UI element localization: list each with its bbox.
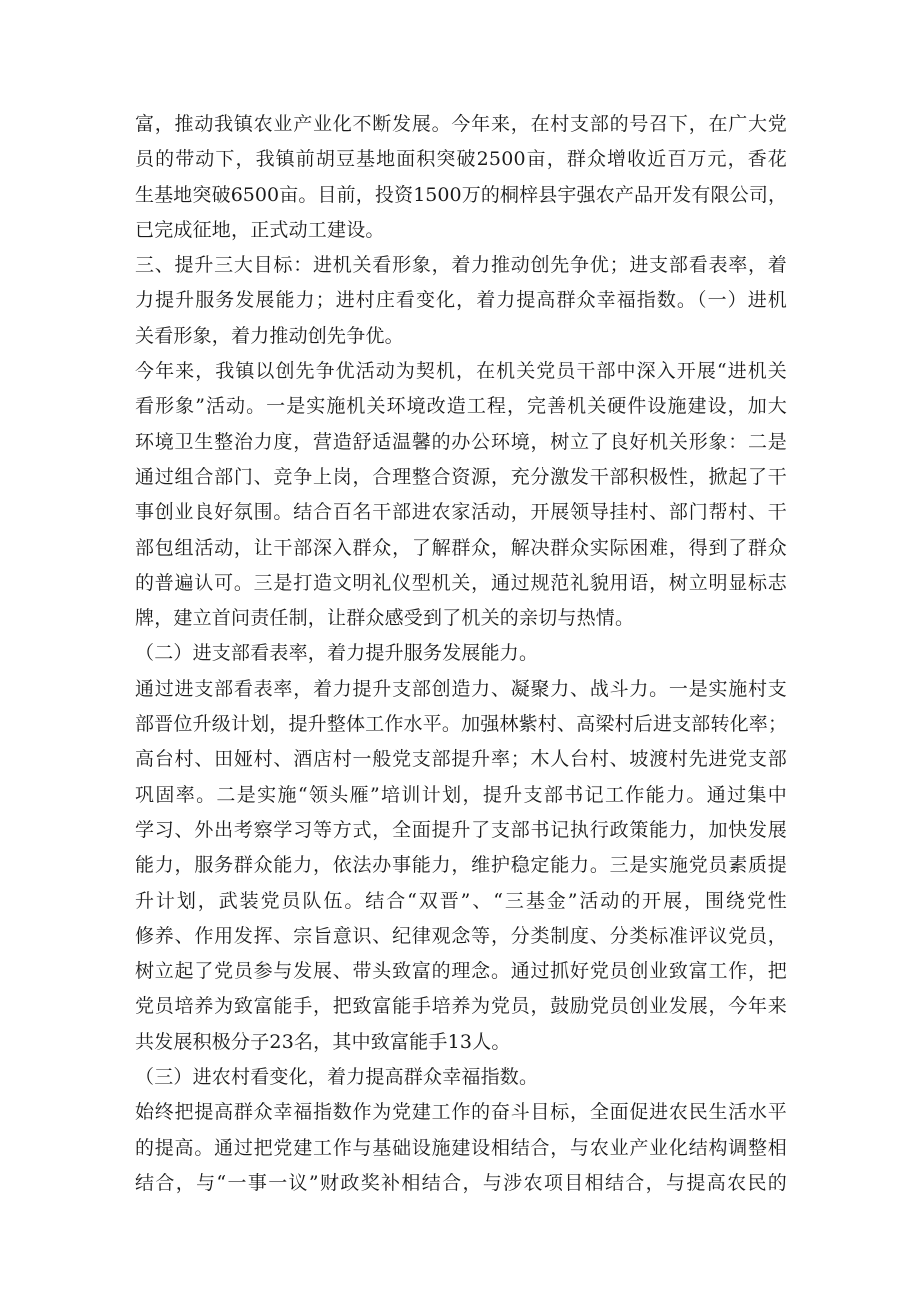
text-line: 已完成征地，正式动工建设。: [135, 218, 385, 241]
text-line: 牌，建立首问责任制，让群众感受到了机关的亲切与热情。: [135, 607, 635, 630]
text-line: 树立起了党员参与发展、带头致富的理念。通过抓好党员创业致富工作，把: [135, 960, 787, 983]
text-line: 修养、作用发挥、宗旨意识、纪律观念等，分类制度、分类标准评议党员，: [135, 924, 787, 947]
text-line: 的普遍认可。三是打造文明礼仪型机关，通过规范礼貌用语，树立明显标志: [135, 571, 787, 594]
text-line: 学习、外出考察学习等方式，全面提升了支部书记执行政策能力，加快发展: [135, 818, 787, 841]
text-line: 力提升服务发展能力；进村庄看变化，着力提高群众幸福指数。（一）进机: [135, 289, 787, 312]
text-line: 关看形象，着力推动创先争优。: [135, 324, 404, 347]
text-line: 高台村、田娅村、酒店村一般党支部提升率；木人台村、坡渡村先进党支部: [135, 748, 787, 771]
text-line: 部包组活动，让干部深入群众，了解群众，解决群众实际困难，得到了群众: [135, 536, 787, 559]
text-line: 升计划，武装党员队伍。结合“双晋”、“三基金”活动的开展，围绕党性: [135, 889, 787, 912]
text-line: 事创业良好氛围。结合百名干部进农家活动，开展领导挂村、部门帮村、干: [135, 501, 787, 524]
text-line: 环境卫生整治力度，营造舒适温馨的办公环境，树立了良好机关形象：二是: [135, 430, 787, 453]
text-line: 今年来，我镇以创先争优活动为契机，在机关党员干部中深入开展“进机关: [135, 360, 787, 383]
text-line: 始终把提高群众幸福指数作为党建工作的奋斗目标，全面促进农民生活水平: [135, 1101, 787, 1124]
text-line: 结合，与“一事一议”财政奖补相结合，与涉农项目相结合，与提高农民的: [135, 1171, 787, 1194]
text-line: （三）进农村看变化，着力提高群众幸福指数。: [135, 1066, 539, 1089]
text-line: 通过组合部门、竞争上岗，合理整合资源，充分激发干部积极性，掀起了干: [135, 465, 787, 488]
text-line: 生基地突破6500亩。目前，投资1500万的桐梓县宇强农产品开发有限公司，: [135, 183, 787, 206]
text-line: 党员培养为致富能手，把致富能手培养为党员，鼓励党员创业发展，今年来: [135, 995, 787, 1018]
text-line: 巩固率。二是实施“领头雁”培训计划，提升支部书记工作能力。通过集中: [135, 783, 787, 806]
text-line: （二）进支部看表率，着力提升服务发展能力。: [135, 642, 539, 665]
document-body-text: [135, 107, 787, 1201]
text-line: 三、提升三大目标：进机关看形象，着力推动创先争优；进支部看表率，着: [135, 254, 787, 277]
text-line: 富，推动我镇农业产业化不断发展。今年来，在村支部的号召下，在广大党: [135, 113, 787, 135]
text-line: 的提高。通过把党建工作与基础设施建设相结合，与农业产业化结构调整相: [135, 1136, 787, 1159]
text-line: 看形象”活动。一是实施机关环境改造工程，完善机关硬件设施建设，加大: [135, 395, 787, 418]
text-line: 部晋位升级计划，提升整体工作水平。加强林紫村、高梁村后进支部转化率；: [135, 713, 787, 736]
text-line: 通过进支部看表率，着力提升支部创造力、凝聚力、战斗力。一是实施村支: [135, 677, 787, 700]
text-line: 能力，服务群众能力，依法办事能力，维护稳定能力。三是实施党员素质提: [135, 854, 787, 877]
text-line: 共发展积极分子23名，其中致富能手13人。: [135, 1030, 511, 1053]
text-line: 员的带动下，我镇前胡豆基地面积突破2500亩，群众增收近百万元，香花: [135, 148, 787, 171]
